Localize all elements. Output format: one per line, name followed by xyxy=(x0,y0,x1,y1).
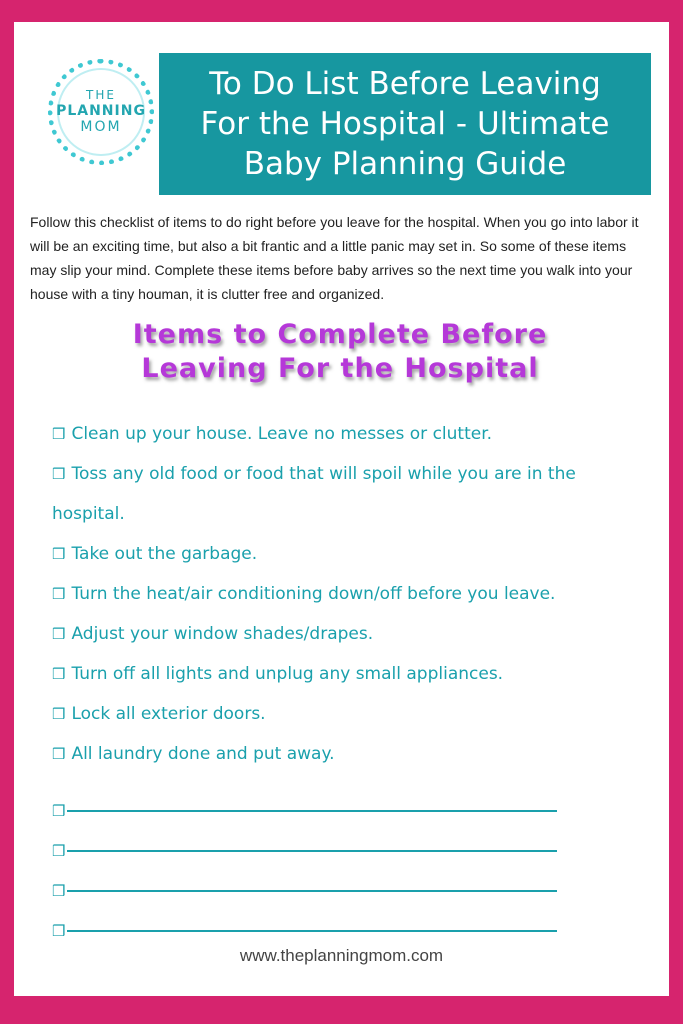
checklist-item-text: Take out the garbage. xyxy=(71,544,258,564)
checkbox-icon[interactable]: ❒ xyxy=(52,545,66,563)
planning-mom-logo xyxy=(48,59,154,165)
checklist-item-text: Adjust your window shades/drapes. xyxy=(71,624,374,644)
blank-checklist-item[interactable] xyxy=(52,900,612,940)
checklist-item-text: Turn off all lights and unplug any small appliances. xyxy=(71,664,504,684)
checklist-item[interactable] xyxy=(52,614,642,654)
checkbox-icon[interactable]: ❒ xyxy=(52,803,66,820)
blank-lines xyxy=(52,780,612,940)
title-banner xyxy=(159,53,651,195)
checklist-item[interactable] xyxy=(52,694,642,734)
checkbox-icon[interactable]: ❒ xyxy=(52,745,66,763)
checklist-item-text: Toss any old food or food that will spoil while you are in the hospital. xyxy=(52,464,576,524)
write-in-line[interactable] xyxy=(67,930,557,932)
write-in-line[interactable] xyxy=(67,810,557,812)
checklist-item-text: Turn the heat/air conditioning down/off before you leave. xyxy=(71,584,556,604)
checklist-item[interactable] xyxy=(52,414,642,454)
write-in-line[interactable] xyxy=(67,890,557,892)
section-heading: Items to Complete Before Leaving For the Hospital xyxy=(132,319,548,384)
blank-checklist-item[interactable] xyxy=(52,780,612,820)
checkbox-icon[interactable]: ❒ xyxy=(52,705,66,723)
checklist-item-text: Lock all exterior doors. xyxy=(71,704,266,724)
checklist-item[interactable] xyxy=(52,734,642,774)
checkbox-icon[interactable]: ❒ xyxy=(52,585,66,603)
checklist xyxy=(52,414,642,774)
page-title: To Do List Before Leaving For the Hospital - Ultimate Baby Planning Guide xyxy=(200,66,610,182)
checklist-item[interactable] xyxy=(52,534,642,574)
checkbox-icon[interactable]: ❒ xyxy=(52,625,66,643)
footer-url[interactable]: www.theplanningmom.com xyxy=(239,946,444,965)
checkbox-icon[interactable]: ❒ xyxy=(52,883,66,900)
checkbox-icon[interactable]: ❒ xyxy=(52,923,66,940)
checkbox-icon[interactable]: ❒ xyxy=(52,425,66,443)
checklist-item[interactable] xyxy=(52,454,642,534)
blank-checklist-item[interactable] xyxy=(52,860,612,900)
logo-line-2: PLANNING xyxy=(56,102,146,119)
checkbox-icon[interactable]: ❒ xyxy=(52,665,66,683)
logo-line-1: THE xyxy=(86,88,116,102)
blank-checklist-item[interactable] xyxy=(52,820,612,860)
checklist-item-text: All laundry done and put away. xyxy=(71,744,335,764)
checklist-item[interactable] xyxy=(52,654,642,694)
checklist-item[interactable] xyxy=(52,574,642,614)
checkbox-icon[interactable]: ❒ xyxy=(52,843,66,860)
intro-paragraph: Follow this checklist of items to do right before you leave for the hospital. When you go into labor it will be an exciting time, but also a bit frantic and a little panic may set in. So some of these items may slip your mind. Complete these items before baby arrives so the next time you walk into your house with a tiny houman, it is clutter free and organized. xyxy=(30,214,639,302)
write-in-line[interactable] xyxy=(67,850,557,852)
checklist-item-text: Clean up your house. Leave no messes or clutter. xyxy=(71,424,493,444)
logo-line-3: MOM xyxy=(80,118,122,135)
checkbox-icon[interactable]: ❒ xyxy=(52,465,66,483)
checklist-sheet xyxy=(14,22,669,996)
